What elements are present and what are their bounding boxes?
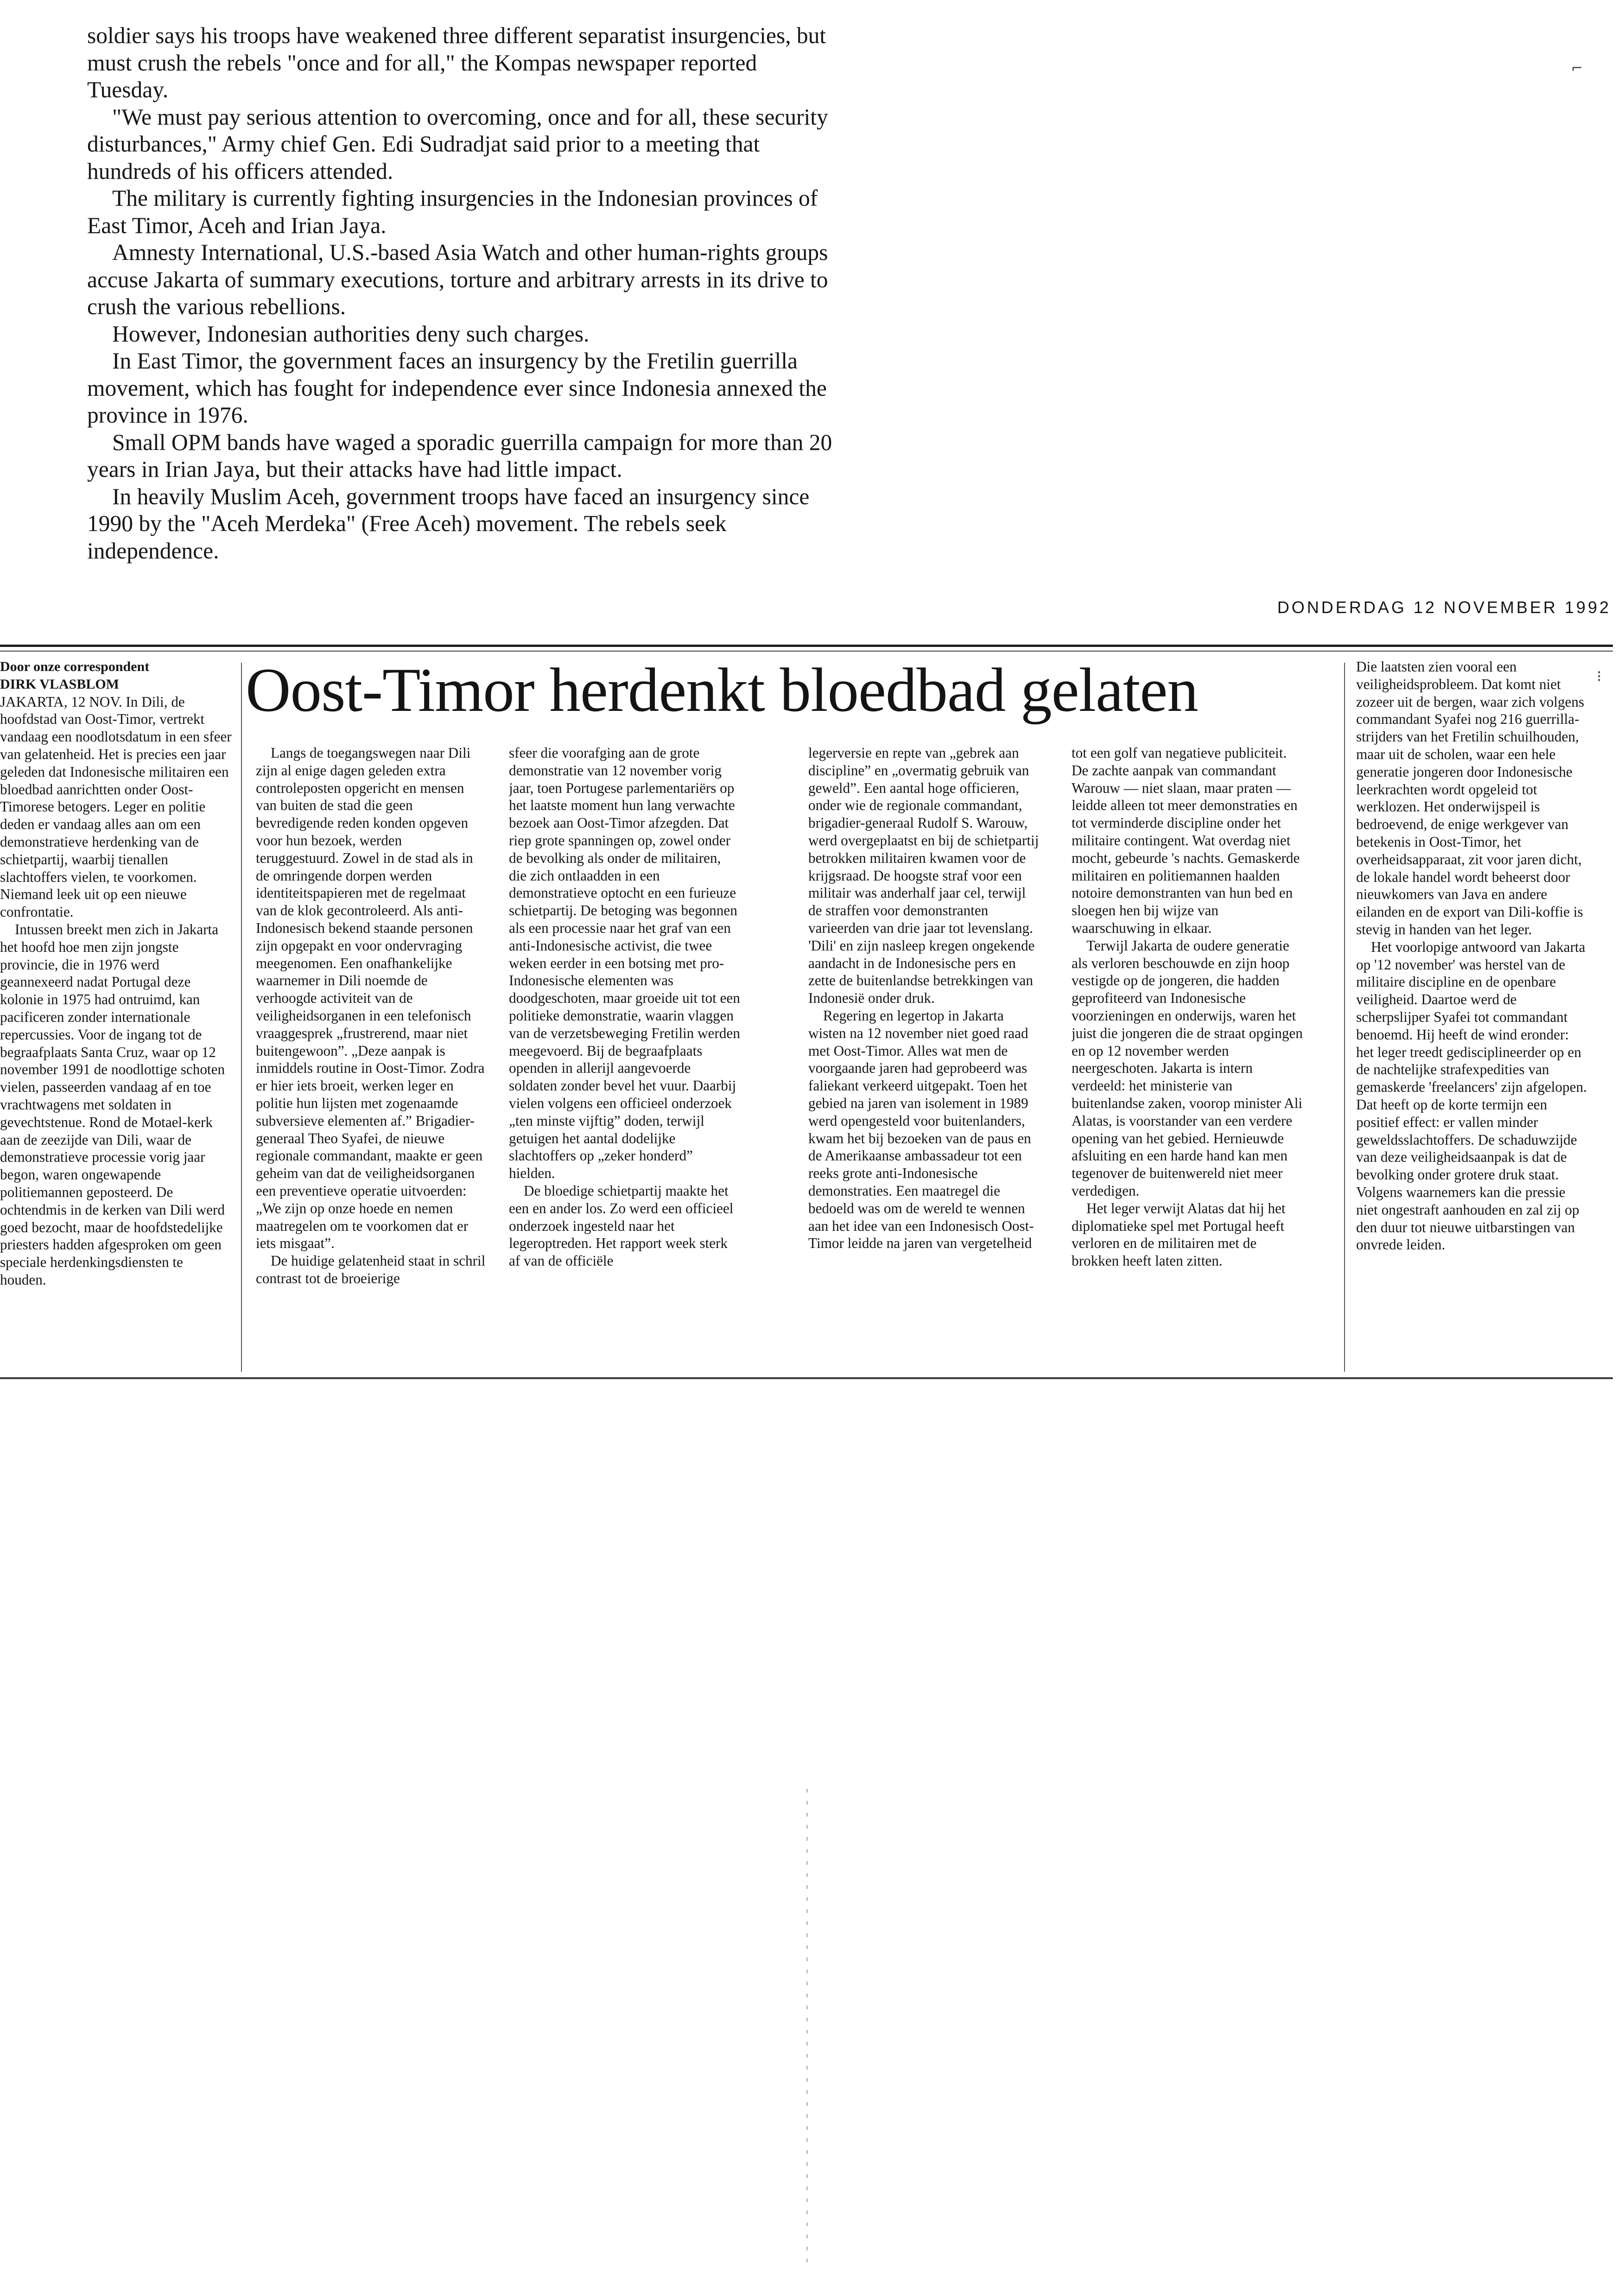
article-column-6 [1356,658,1588,1254]
section-rule [0,645,1613,647]
byline-author: DIRK VLASBLOM [0,676,119,692]
scan-mark: ⁝ [1597,667,1602,686]
english-paragraph: The military is currently fighting insurgencies in the Indonesian provinces of East Timor, Aceh and Irian Jaya. [87,185,818,238]
scan-mark: ⌐ [1571,60,1583,76]
column-rule [1344,663,1345,1372]
english-paragraph: "We must pay serious attention to overcoming, once and for all, these security disturbances," Army chief Gen. Edi Sudradjat said prior to a meeting that hundreds of his officers attended. [87,104,828,184]
article-paragraph: De huidige gelatenheid staat in schril contrast tot de broeierige [256,1253,486,1286]
english-paragraph: Small OPM bands have waged a sporadic guerrilla campaign for more than 20 years in Irian Jaya, but their attacks have had little impact. [87,429,832,482]
byline-correspondent: Door onze correspondent [0,659,150,674]
article-column-4 [808,744,1040,1252]
article-bottom-rule [0,1377,1613,1379]
article-paragraph: Het leger verwijt Alatas dat hij het diplomatieke spel met Portugal heeft verloren en de militairen met de brokken heeft laten zitten. [1072,1200,1286,1269]
article-paragraph: sfeer die voorafging aan de grote demonstratie van 12 november vorig jaar, toen Portugese parlementariërs op het laatste moment hun lang verwachte bezoek aan Oost-Timor afzegden. Dat riep grote spanningen op, zowel onder de bevolking als onder de militairen, die zich ontlaadden in een demonstratieve optocht en een furieuze schietpartij. De betoging was begonnen als een processie naar het graf van een anti-Indonesische activist, die twee weken eerder in een botsing met pro-Indonesische elementen was doodgeschoten, maar groeide uit tot een politieke demonstratie, waarin vlaggen van de verzetsbeweging Fretilin werden meegevoerd. Bij de begraafplaats openden in allerijl aangevoerde soldaten zonder bevel het vuur. Daarbij vielen volgens een officieel onderzoek „ten minste vijftig” doden, terwijl getuigen het aantal dodelijke slachtoffers op „zeker honderd” hielden. [509,745,740,1182]
english-paragraph: In East Timor, the government faces an insurgency by the Fretilin guerrilla movement, which has fought for independence ever since Indonesia annexed the province in 1976. [87,348,827,428]
english-paragraph: Amnesty International, U.S.-based Asia Watch and other human-rights groups accuse Jakarta of summary executions, torture and arbitrary arrests in its drive to crush the various rebellions. [87,240,828,319]
article-column-3 [509,744,741,1270]
article-paragraph: Die laatsten zien vooral een veiligheidsprobleem. Dat komt niet zozeer uit de bergen, waar zich volgens commandant Syafei nog 216 guerrilla-strijders van het Fretilin schuilhouden, maar uit de scholen, waar een hele generatie jongeren door Indonesische leerkrachten wordt opgeleid tot werklozen. Het onderwijspeil is bedroevend, de enige werkgever van betekenis in Oost-Timor, het overheidsapparaat, zit voor jaren dicht, de lokale handel wordt beheerst door nieuwkomers van Java en andere eilanden en de export van Dili-koffie is stevig in handen van het leger. [1356,659,1585,937]
english-wire-text [87,22,838,564]
article-column-1 [0,658,232,1289]
article-paragraph: Het voorlopige antwoord van Jakarta op '12 november' was herstel van de militaire discipline en de openbare veiligheid. Daartoe werd de scherpslijper Syafei tot commandant benoemd. Hij heeft de wind eronder: het leger treedt gedisciplineerder op en de nachtelijke strafexpedities van gemaskerde 'freelancers' zijn afgelopen. Dat heeft op de korte termijn een positief effect: er vallen minder geweldsslachtoffers. De schaduwzijde van deze veiligheidsaanpak is dat de bevolking onder grotere druk staat. Volgens waarnemers kan die pressie niet ongestraft aanhouden en zal zij op den duur tot nieuwe uitbarstingen van onvrede leiden. [1356,938,1587,1253]
english-paragraph: However, Indonesian authorities deny such charges. [112,321,590,347]
article-paragraph: tot een golf van negatieve publiciteit. De zachte aanpak van commandant Warouw — niet slaan, maar praten — leidde alleen tot meer demonstraties en tot verminderde discipline onder het militaire contingent. Wat overdag niet mocht, gebeurde 's nachts. Gemaskerde militairen en politiemannen haalden notoire demonstranten van hun bed en sloegen hen bij wijze van waarschuwing in elkaar. [1072,745,1300,936]
article-paragraph: Terwijl Jakarta de oudere generatie als verloren beschouwde en zijn hoop vestigde op de jongeren, die hadden geprofiteerd van Indonesische voorzieningen en onderwijs, waren het juist die jongeren die de straat opgingen en op 12 november werden neergeschoten. Jakarta is intern verdeeld: het ministerie van buitenlandse zaken, voorop minister Ali Alatas, is voorstander van een verdere opening van het gebied. Hernieuwde afsluiting en een harde hand kan men tegenover de buitenwereld niet meer verdedigen. [1072,937,1303,1199]
article-paragraph: Regering en legertop in Jakarta wisten na 12 november niet goed raad met Oost-Timor. Alles wat men de voorgaande jaren had geprobeerd was faliekant verkeerd uitgepakt. Toen het gebied na jaren van isolement in 1989 werd opengesteld voor buitenlanders, kwam het bij bezoeken van de paus en de Amerikaanse ambassadeur tot een reeks grote anti-Indonesische demonstraties. Een maatregel die bedoeld was om de wereld te wennen aan het idee van een Indonesisch Oost-Timor leidde na jaren van vergetelheid [808,1007,1034,1252]
page-dateline: DONDERDAG 12 NOVEMBER 1992 [1277,598,1611,617]
article-column-5 [1072,744,1303,1270]
article-paragraph: De bloedige schietpartij maakte het een en ander los. Zo werd een officieel onderzoek ingesteld naar het legeroptreden. Het rapport week sterk af van de officiële [509,1182,734,1269]
article-paragraph: Intussen breekt men zich in Jakarta het hoofd hoe men zijn jongste provincie, die in 1976 werd geannexeerd nadat Portugal deze kolonie in 1975 had ontruimd, kan pacificeren zonder internationale repercussies. Voor de ingang tot de begraafplaats Santa Cruz, waar op 12 november 1991 de noodlottige schoten vielen, passeerden vandaag af en toe vrachtwagens met soldaten in gevechtstenue. Rond de Motael-kerk aan de zeezijde van Dili, waar de demonstratieve processie vorig jaar begon, waren ongewapende politiemannen geposteerd. De ochtendmis in de kerken van Dili werd goed bezocht, maar de hoofdstedelijke priesters hadden afgesproken om geen speciale herdenkingsdiensten te houden. [0,921,225,1288]
english-paragraph: soldier says his troops have weakened three different separatist insurgencies, but must crush the rebels "once and for all," the Kompas newspaper reported Tuesday. [87,23,826,102]
article-paragraph: JAKARTA, 12 NOV. In Dili, de hoofdstad van Oost-Timor, vertrekt vandaag een noodlotsdatum in een sfeer van gelatenheid. Het is precies een jaar geleden dat Indonesische militairen een bloedbad aanrichtten onder Oost-Timorese betogers. Leger en politie deden er vandaag alles aan om een demonstratieve herdenking van de schietpartij, waarbij tienallen slachtoffers vielen, te voorkomen. Niemand leek uit op een nieuwe confrontatie. [0,693,232,920]
section-rule-thin [0,651,1613,652]
article-paragraph: Langs de toegangswegen naar Dili zijn al enige dagen geleden extra controleposten opgericht en mensen van buiten de stad die geen bevredigende reden konden opgeven voor hun bezoek, werden teruggestuurd. Zowel in de stad als in de omringende dorpen werden identiteitspapieren met de regelmaat van de klok gecontroleerd. Als anti-Indonesisch bekend staande personen zijn opgepakt en voor ondervraging meegenomen. Een onafhankelijke waarnemer in Dili noemde de verhoogde activiteit van de veiligheidsorganen in een telefonisch vraaggesprek „frustrerend, maar niet buitengewoon”. „Deze aanpak is inmiddels routine in Oost-Timor. Zodra er hier iets broeit, werken leger en politie hun lijsten met zogenaamde subversieve elementen af.” Brigadier-generaal Theo Syafei, de nieuwe regionale commandant, maakte er geen geheim van dat de veiligheidsorganen een preventieve operatie uitvoerden: „We zijn op onze hoede en nemen maatregelen om te voorkomen dat er iets misgaat”. [256,745,485,1252]
article-column-2 [256,744,488,1287]
fold-mark [806,1789,808,2271]
article-paragraph: legerversie en repte van „gebrek aan discipline” en „overmatig gebruik van geweld”. Een aantal hoge officieren, onder wie de regionale commandant, brigadier-generaal Rudolf S. Warouw, werd overgeplaatst en bij de schietpartij betrokken militairen kwamen voor de krijgsraad. De hoogste straf voor een militair was anderhalf jaar cel, terwijl de straffen voor demonstranten varieerden van drie jaar tot levenslang. 'Dili' en zijn nasleep kregen ongekende aandacht in de Indonesische pers en zette de buitenlandse betrekkingen van Indonesië onder druk. [808,745,1039,1007]
english-paragraph: In heavily Muslim Aceh, government troops have faced an insurgency since 1990 by the "Aceh Merdeka" (Free Aceh) movement. The rebels seek independence. [87,483,810,564]
column-rule [241,663,242,1372]
article-headline: Oost-Timor herdenkt bloedbad gelaten [246,656,1198,725]
